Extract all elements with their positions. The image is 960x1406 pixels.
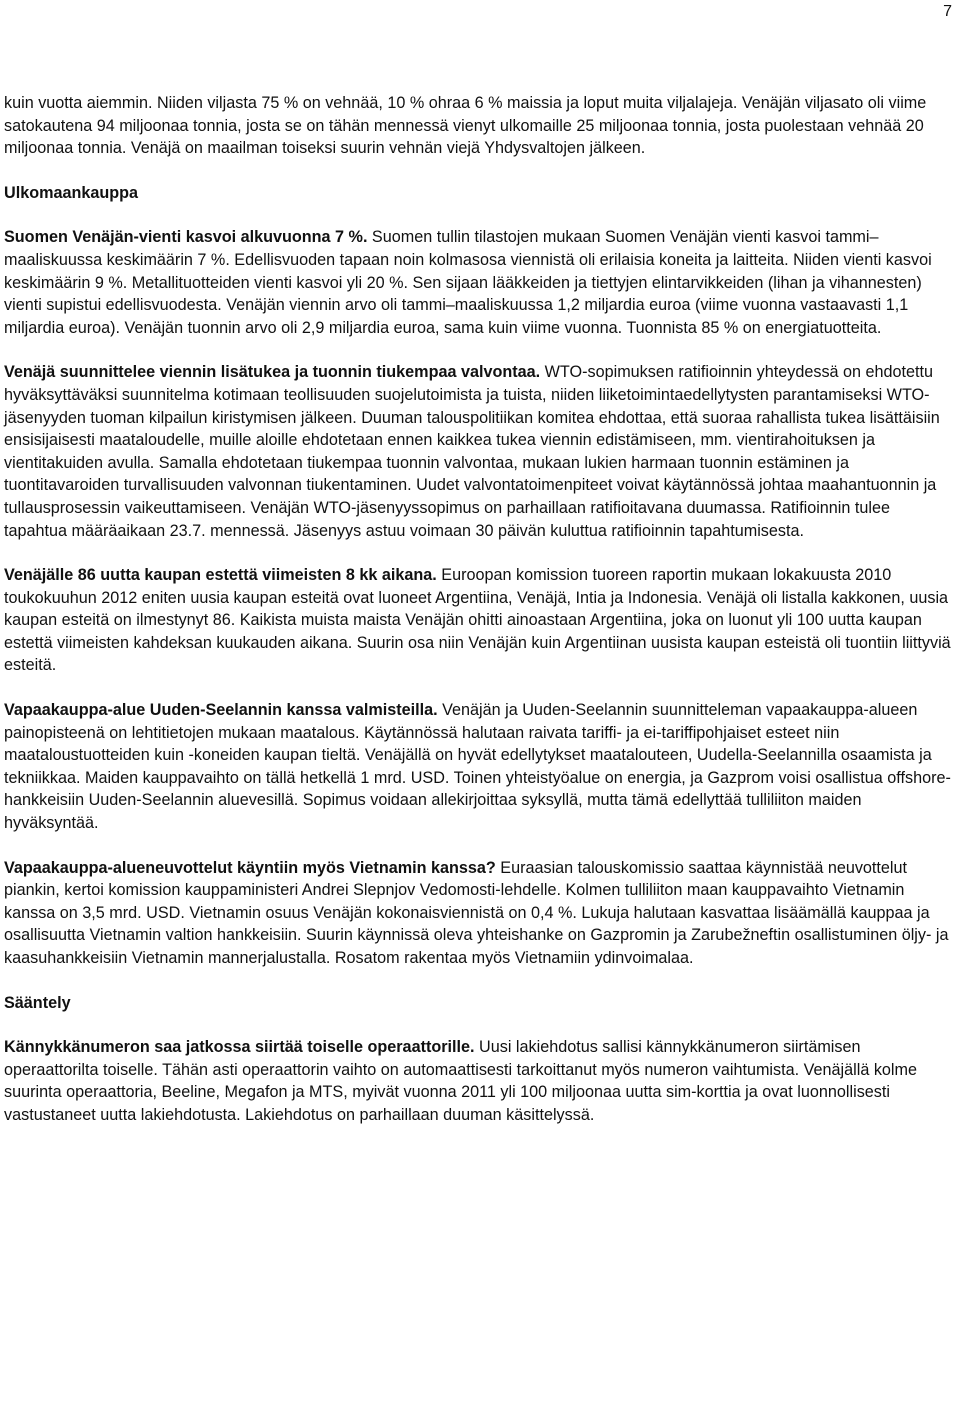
paragraph-lead: Venäjä suunnittelee viennin lisätukea ja tuonnin tiukempaa valvontaa. <box>4 363 541 382</box>
paragraph-trade-barriers <box>4 564 956 677</box>
paragraph-lead: Suomen Venäjän-vienti kasvoi alkuvuonna 7 %. <box>4 228 368 247</box>
paragraph-body: Euroopan komission tuoreen raportin mukaan lokakuusta 2010 toukokuuhun 2012 eniten uusia kaupan esteitä ovat luoneet Argentiina, Venäjä, Intia ja Indonesia. Venäjä oli listalla kakkonen, uusia kaupan esteitä on ilmestynyt 86. Kaikista muista maista Venäjän ohitti ainoastaan Argentiina, joka on luonut yli 100 uutta kaupan estettä viimeisten kahdeksan kuukauden aikana. Suurin osa niin Venäjän kuin Argentiinan uusista kaupan esteistä oli tuontiin liittyviä esteitä. <box>4 566 951 675</box>
paragraph-vietnam-fta <box>4 857 956 970</box>
paragraph-export-support <box>4 361 956 542</box>
paragraph-lead: Vapaakauppa-alueneuvottelut käyntiin myös Vietnamin kanssa? <box>4 858 496 877</box>
paragraph-body: Venäjän ja Uuden-Seelannin suunnitteleman vapaakauppa-alueen painopisteenä on lehtitietojen mukaan maatalous. Käytännössä halutaan raivata tariffi- ja ei-tariffipohjaiset esteet niin maataloustuotteiden kuin -koneiden kaupan tieltä. Venäjällä on hyvät edellytykset maatalouteen, Uudella-Seelannilla osaamista ja tekniikkaa. Maiden kauppavaihto on tällä hetkellä 1 mrd. USD. Toinen yhteistyöalue on energia, ja Gazprom voisi osallistua offshore-hankkeisiin Uuden-Seelannin aluevesillä. Sopimus voidaan allekirjoittaa syksyllä, mutta tämä edellyttää tulliliiton maiden hyväksyntää. <box>4 701 951 833</box>
paragraph-lead: Vapaakauppa-alue Uuden-Seelannin kanssa valmisteilla. <box>4 701 438 720</box>
page-number: 7 <box>943 3 952 20</box>
document-body <box>4 92 956 1127</box>
paragraph-body: WTO-sopimuksen ratifioinnin yhteydessä on ehdotettu hyväksyttäväksi suunnitelma kotimaan teollisuuden suojelutoimista ja tuista, niiden liiketoimintaedellytysten parantamiseksi WTO-jäsenyyden tuoman kilpailun kiristymisen jälkeen. Duuman talouspolitiikan komitea ehdottaa, että suoraa rahallista tukea lisättäisiin ensisijaisesti maataloudelle, muille aloille ehdotetaan ennen kaikkea tukea viennin edistämiseen, mm. vientirahoituksen ja vientitakuiden avulla. Samalla ehdotetaan tiukempaa tuonnin valvontaa, mukaan lukien harmaan tuonnin estäminen ja tuontitavaroiden turvallisuuden valvonnan tiukentaminen. Uudet valvontatoimenpiteet voivat käytännössä johtaa maahantuonnin ja tullausprosessin vaikeuttamiseen. Venäjän WTO-jäsenyyssopimus on parhaillaan ratifioitavana duumassa. Ratifioinnin tulee tapahtua määräaikaan 23.7. mennessä. Jäsenyys astuu voimaan 30 päivän kuluttua ratifioinnin tapahtumisesta. <box>4 363 940 540</box>
paragraph-lead: Kännykkänumeron saa jatkossa siirtää toiselle operaattorille. <box>4 1038 475 1057</box>
paragraph-body: Suomen tullin tilastojen mukaan Suomen Venäjän vienti kasvoi tammi–maaliskuussa keskimäärin 7 %. Edellisvuoden tapaan noin kolmasosa viennistä oli erilaisia koneita ja laitteita. Niiden vienti kasvoi keskimäärin 9 %. Metallituotteiden vienti kasvoi yli 20 %. Sen sijaan lääkkeiden ja tiettyjen elintarvikkeiden (lihan ja vihannesten) vienti supistui edellisvuodesta. Venäjän viennin arvo oli tammi–maaliskuussa 1,2 miljardia euroa (viime vuonna vastaavasti 1,1 miljardia euroa). Venäjän tuonnin arvo oli 2,9 miljardia euroa, sama kuin viime vuonna. Tuonnista 85 % on energiatuotteita. <box>4 228 932 337</box>
paragraph-new-zealand-fta <box>4 699 956 835</box>
section-heading-trade: Ulkomaankauppa <box>4 183 139 202</box>
intro-paragraph: kuin vuotta aiemmin. Niiden viljasta 75 % on vehnää, 10 % ohraa 6 % maissia ja loput muita viljalajeja. Venäjän viljasato oli viime satokautena 94 miljoonaa tonnia, josta se on tähän mennessä vienyt ulkomaille 25 miljoonaa tonnia, josta puolestaan vehnää 20 miljoonaa tonnia. Venäjä on maailman toiseksi suurin vehnän viejä Yhdysvaltojen jälkeen. <box>4 94 927 158</box>
paragraph-body: Uusi lakiehdotus sallisi kännykkänumeron siirtämisen operaattorilta toiselle. Tähän asti operaattorin vaihto on automaattisesti tarkoittanut myös numeron vaihtumista. Venäjällä kolme suurinta operaattoria, Beeline, Megafon ja MTS, myivät vuonna 2011 yli 100 miljoonaa uutta sim-korttia ja ovat luonnollisesti vastustaneet uutta lakiehdotusta. Lakiehdotus on parhaillaan duuman käsittelyssä. <box>4 1038 917 1124</box>
paragraph-body: Euraasian talouskomissio saattaa käynnistää neuvottelut piankin, kertoi komission kauppaministeri Andrei Slepnjov Vedomosti-lehdelle. Kolmen tulliliiton maan kauppavaihto Vietnamin kanssa on 3,5 mrd. USD. Vietnamin osuus Venäjän kokonaisviennistä on 0,4 %. Lukuja halutaan kasvattaa lisäämällä kauppaa ja osallisuutta Vietnamin valtion hankkeisiin. Suurin käynnissä oleva yhteishanke on Gazpromin ja Zarubežneftin osallistuminen öljy- ja kaasuhankkeisiin Vietnamin mannerjalustalla. Rosatom rakentaa myös Vietnamiin ydinvoimalaa. <box>4 858 949 967</box>
section-heading-regulation: Sääntely <box>4 993 71 1012</box>
paragraph-lead: Venäjälle 86 uutta kaupan estettä viimeisten 8 kk aikana. <box>4 566 437 585</box>
paragraph-export-growth <box>4 226 956 339</box>
paragraph-number-portability <box>4 1036 956 1126</box>
